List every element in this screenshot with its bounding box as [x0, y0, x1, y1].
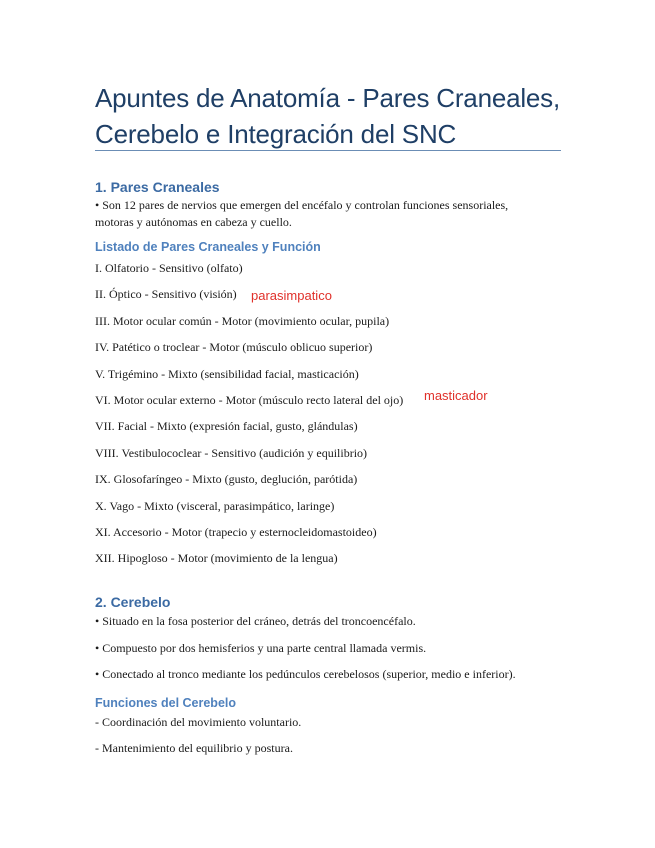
nerve-item: VI. Motor ocular externo - Motor (músculo recto lateral del ojo)	[95, 393, 404, 407]
nerve-item: V. Trigémino - Mixto (sensibilidad facial, masticación)	[95, 367, 359, 381]
handwritten-annotation-masticador: masticador	[424, 388, 488, 403]
handwritten-annotation-parasimpatico: parasimpatico	[251, 288, 332, 303]
nerve-item: IX. Glosofaríngeo - Mixto (gusto, deglución, parótida)	[95, 472, 358, 486]
function-item: - Mantenimiento del equilibrio y postura.	[95, 741, 293, 755]
section-intro: • Son 12 pares de nervios que emergen del encéfalo y controlan funciones sensoriales, motoras y autónomas en cabeza y cuello.	[95, 198, 509, 229]
subheading-listado: Listado de Pares Craneales y Función	[95, 240, 321, 254]
subheading-funciones: Funciones del Cerebelo	[95, 696, 237, 710]
nerve-item: VIII. Vestibulococlear - Sensitivo (audición y equilibrio)	[95, 446, 368, 460]
section-heading-cerebelo: 2. Cerebelo	[95, 594, 171, 610]
nerve-item: XII. Hipogloso - Motor (movimiento de la lengua)	[95, 551, 338, 565]
nerve-item: III. Motor ocular común - Motor (movimiento ocular, pupila)	[95, 314, 390, 328]
page-title: Apuntes de Anatomía - Pares Craneales, Cerebelo e Integración del SNC	[95, 83, 561, 149]
nerve-item: II. Óptico - Sensitivo (visión)	[95, 287, 237, 301]
nerve-item: VII. Facial - Mixto (expresión facial, gusto, glándulas)	[95, 419, 358, 433]
nerve-item: XI. Accesorio - Motor (trapecio y esternocleidomastoideo)	[95, 525, 377, 539]
cerebelo-bullet: • Compuesto por dos hemisferios y una parte central llamada vermis.	[95, 641, 427, 655]
section-heading-pares-craneales: 1. Pares Craneales	[95, 179, 220, 195]
function-item: - Coordinación del movimiento voluntario.	[95, 715, 302, 729]
nerve-item: I. Olfatorio - Sensitivo (olfato)	[95, 261, 243, 275]
nerve-item: X. Vago - Mixto (visceral, parasimpático, laringe)	[95, 499, 335, 513]
title-divider	[95, 150, 561, 151]
cerebelo-bullet: • Conectado al tronco mediante los pedúnculos cerebelosos (superior, medio e inferior).	[95, 667, 516, 681]
cerebelo-bullet: • Situado en la fosa posterior del cráneo, detrás del troncoencéfalo.	[95, 614, 416, 628]
nerve-item: IV. Patético o troclear - Motor (músculo oblicuo superior)	[95, 340, 373, 354]
